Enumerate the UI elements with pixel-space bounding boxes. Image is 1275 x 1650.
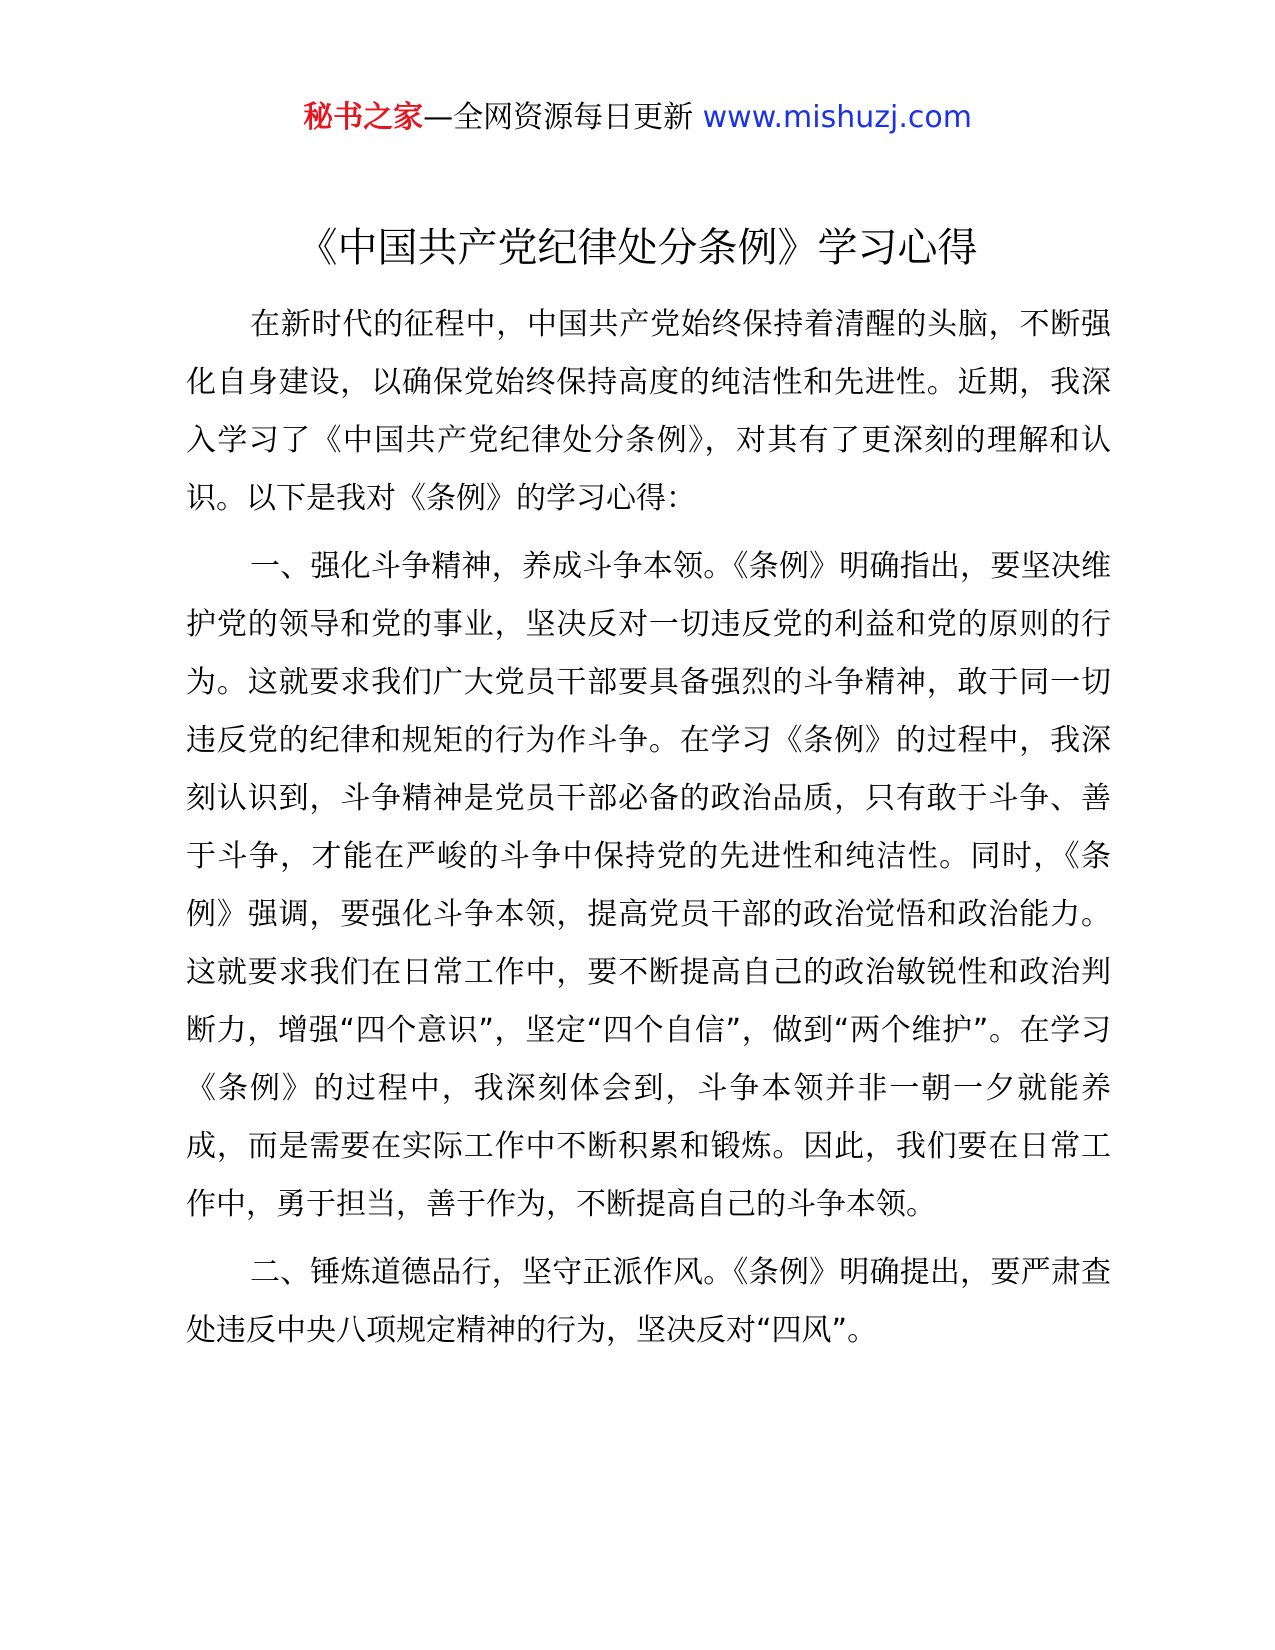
site-brand: 秘书之家 (303, 100, 424, 135)
site-tagline: —全网资源每日更新 (423, 100, 694, 135)
document-title: 《中国共产党纪律处分条例》学习心得 (297, 225, 978, 271)
document-body (186, 296, 1111, 1360)
body-paragraph: 在新时代的征程中，中国共产党始终保持着清醒的头脑，不断强化自身建设，以确保党始终保持高度的纯洁性和先进性。近期，我深入学习了《中国共产党纪律处分条例》，对其有了更深刻的理解和认识。以下是我对《条例》的学习心得： (186, 307, 1111, 516)
body-paragraph: 二、锤炼道德品行，坚守正派作风。《条例》明确提出，要严肃查处违反中央八项规定精神的行为，坚决反对“四风”。 (186, 1255, 1111, 1348)
site-url-link[interactable]: www.mishuzj.com (702, 100, 972, 135)
body-paragraph: 一、强化斗争精神，养成斗争本领。《条例》明确指出，要坚决维护党的领导和党的事业，坚决反对一切违反党的利益和党的原则的行为。这就要求我们广大党员干部要具备强烈的斗争精神，敢于同一切违反党的纪律和规矩的行为作斗争。在学习《条例》的过程中，我深刻认识到，斗争精神是党员干部必备的政治品质，只有敢于斗争、善于斗争，才能在严峻的斗争中保持党的先进性和纯洁性。同时，《条例》强调，要强化斗争本领，提高党员干部的政治觉悟和政治能力。这就要求我们在日常工作中，要不断提高自己的政治敏锐性和政治判断力，增强“四个意识”，坚定“四个自信”，做到“两个维护”。在学习《条例》的过程中，我深刻体会到，斗争本领并非一朝一夕就能养成，而是需要在实际工作中不断积累和锻炼。因此，我们要在日常工作中，勇于担当，善于作为，不断提高自己的斗争本领。 (186, 549, 1111, 1222)
site-header (0, 96, 1275, 140)
